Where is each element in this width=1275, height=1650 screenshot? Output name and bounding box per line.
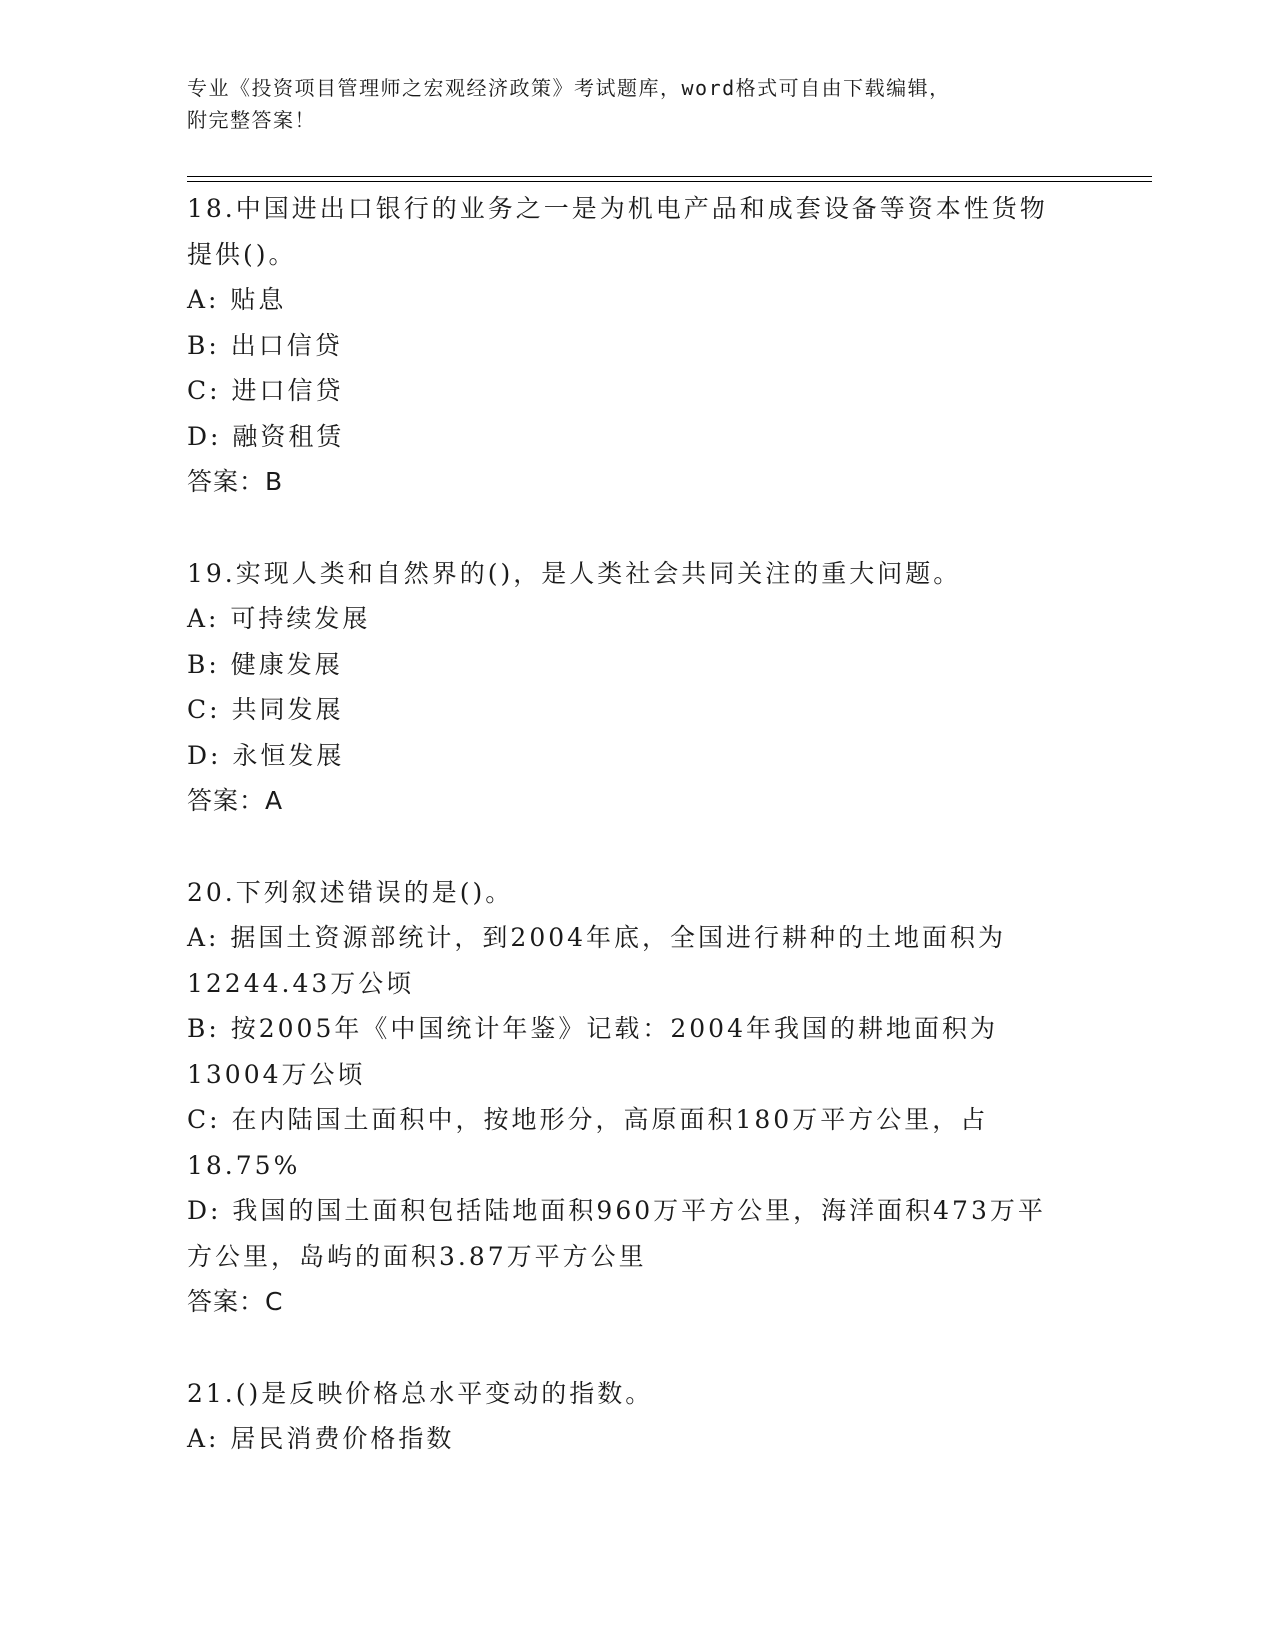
option-a: A: 贴息: [187, 285, 287, 314]
header-line-2: 附完整答案！: [187, 108, 316, 132]
option-a: A: 可持续发展: [187, 604, 371, 633]
option-a: A: 据国土资源部统计，到2004年底，全国进行耕种的土地面积为: [187, 923, 1007, 952]
header-divider-top: [187, 176, 1152, 177]
question-stem: 19.实现人类和自然界的()，是人类社会共同关注的重大问题。: [187, 558, 962, 588]
option-c: C: 进口信贷: [187, 376, 344, 405]
answer-label: 答案：B: [187, 467, 284, 496]
option-c-continued: 18.75%: [187, 1150, 301, 1180]
document-header: [187, 72, 1087, 136]
option-c: C: 在内陆国土面积中，按地形分，高原面积180万平方公里，占: [187, 1105, 989, 1134]
header-divider-bottom: [187, 181, 1152, 182]
option-d: D: 我国的国土面积包括陆地面积960万平方公里，海洋面积473万平: [187, 1196, 1046, 1225]
option-b: B: 出口信贷: [187, 330, 343, 360]
option-b-continued: 13004万公顷: [187, 1059, 366, 1089]
header-line-1: 专业《投资项目管理师之宏观经济政策》考试题库，word格式可自由下载编辑，: [187, 76, 951, 100]
option-b: B: 按2005年《中国统计年鉴》记载：2004年我国的耕地面积为: [187, 1014, 998, 1043]
question-stem: 21.()是反映价格总水平变动的指数。: [187, 1378, 654, 1408]
question-18: [187, 186, 1087, 505]
question-19: [187, 551, 1087, 824]
answer-label: 答案：A: [187, 786, 284, 815]
question-20: [187, 870, 1087, 1325]
option-a: A: 居民消费价格指数: [187, 1424, 455, 1453]
option-d: D: 融资租赁: [187, 421, 345, 451]
option-d-continued: 方公里，岛屿的面积3.87万平方公里: [187, 1241, 647, 1271]
question-stem: 18.中国进出口银行的业务之一是为机电产品和成套设备等资本性货物: [187, 194, 1048, 223]
option-c: C: 共同发展: [187, 695, 344, 724]
question-list: [187, 186, 1087, 1508]
option-b: B: 健康发展: [187, 649, 343, 679]
answer-label: 答案：C: [187, 1287, 284, 1316]
question-stem: 提供()。: [187, 239, 297, 269]
question-21: [187, 1371, 1087, 1462]
option-d: D: 永恒发展: [187, 740, 345, 770]
option-a-continued: 12244.43万公顷: [187, 968, 415, 998]
question-stem: 20.下列叙述错误的是()。: [187, 877, 514, 907]
